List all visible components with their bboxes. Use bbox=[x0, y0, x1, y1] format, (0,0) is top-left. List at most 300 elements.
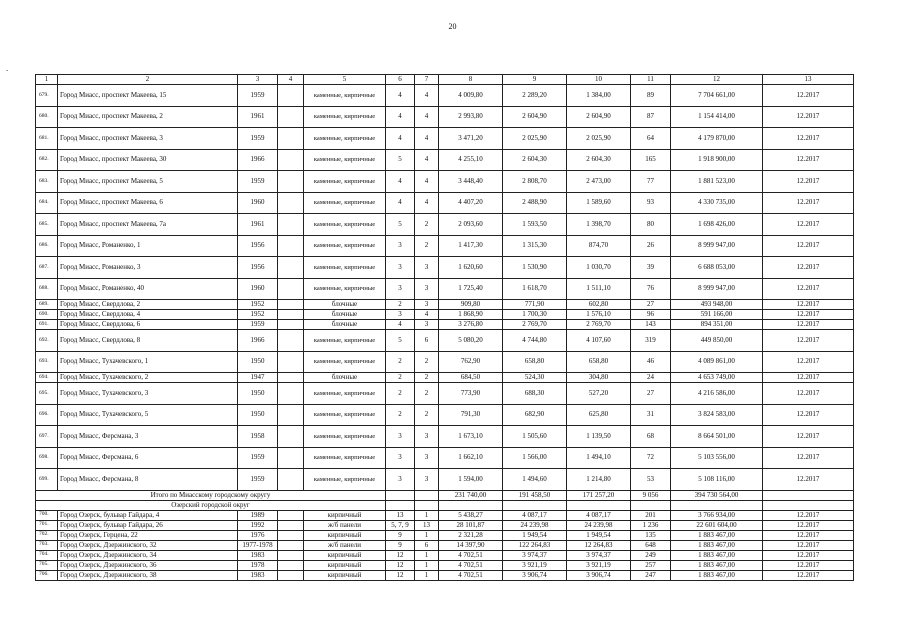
floors-cell: 2 bbox=[386, 351, 415, 373]
floors-cell: 12 bbox=[386, 570, 415, 580]
row-number-cell: 697. bbox=[36, 426, 58, 448]
entrances-cell: 4 bbox=[415, 192, 439, 214]
year-built-cell: 1977-1978 bbox=[238, 540, 278, 550]
column-number-cell: 11 bbox=[631, 75, 671, 85]
row-number-cell: 681. bbox=[36, 128, 58, 150]
repair-cost-cell: 4 216 586,00 bbox=[671, 383, 763, 405]
total-area-cell: 684,50 bbox=[439, 373, 503, 383]
year-built-cell: 1959 bbox=[238, 171, 278, 193]
private-area-cell: 2 473,00 bbox=[567, 171, 631, 193]
address-cell: Город Миасс, Тухачевского, 2 bbox=[58, 373, 238, 383]
wall-material-cell: каменные, кирпичные bbox=[304, 214, 386, 236]
year-col-4-cell bbox=[278, 373, 304, 383]
section-empty-cell bbox=[763, 500, 854, 510]
floors-cell: 3 bbox=[386, 310, 415, 320]
residents-cell: 319 bbox=[631, 330, 671, 352]
total-area-cell: 1 594,00 bbox=[439, 469, 503, 491]
year-col-4-cell bbox=[278, 351, 304, 373]
repair-cost-cell: 4 089 861,00 bbox=[671, 351, 763, 373]
total-value-cell bbox=[763, 490, 854, 500]
table-row bbox=[36, 257, 854, 279]
floors-cell: 3 bbox=[386, 469, 415, 491]
year-col-4-cell bbox=[278, 570, 304, 580]
wall-material-cell: каменные, кирпичные bbox=[304, 278, 386, 300]
deadline-cell: 12.2017 bbox=[763, 570, 854, 580]
repair-cost-cell: 1 883 467,00 bbox=[671, 570, 763, 580]
row-number-cell: 682. bbox=[36, 149, 58, 171]
year-col-4-cell bbox=[278, 447, 304, 469]
year-col-4-cell bbox=[278, 404, 304, 426]
floors-cell: 5 bbox=[386, 149, 415, 171]
total-area-cell: 1 868,90 bbox=[439, 310, 503, 320]
row-number-cell: 702. bbox=[36, 530, 58, 540]
row-number-cell: 684. bbox=[36, 192, 58, 214]
year-col-4-cell bbox=[278, 310, 304, 320]
address-cell: Город Миасс, проспект Макеева, 15 bbox=[58, 85, 238, 107]
private-area-cell: 2 025,90 bbox=[567, 128, 631, 150]
address-cell: Город Миасс, Ферсмана, 3 bbox=[58, 426, 238, 448]
repair-cost-cell: 3 824 583,00 bbox=[671, 404, 763, 426]
entrances-cell: 4 bbox=[415, 149, 439, 171]
address-cell: Город Миасс, Тухачевского, 1 bbox=[58, 351, 238, 373]
entrances-cell: 3 bbox=[415, 278, 439, 300]
section-label: Озерский городской округ bbox=[36, 500, 386, 510]
wall-material-cell: кирпичный bbox=[304, 510, 386, 520]
repair-cost-cell: 4 330 735,00 bbox=[671, 192, 763, 214]
entrances-cell: 1 bbox=[415, 550, 439, 560]
repair-cost-cell: 3 766 934,00 bbox=[671, 510, 763, 520]
row-number-cell: 687. bbox=[36, 257, 58, 279]
column-number-row bbox=[36, 75, 854, 85]
table-row bbox=[36, 278, 854, 300]
wall-material-cell: каменные, кирпичные bbox=[304, 149, 386, 171]
row-number-cell: 698. bbox=[36, 447, 58, 469]
address-cell: Город Озерск, бульвар Гайдара, 4 bbox=[58, 510, 238, 520]
residents-cell: 249 bbox=[631, 550, 671, 560]
deadline-cell: 12.2017 bbox=[763, 300, 854, 310]
residents-cell: 93 bbox=[631, 192, 671, 214]
total-value-cell: 9 056 bbox=[631, 490, 671, 500]
year-col-4-cell bbox=[278, 330, 304, 352]
year-built-cell: 1959 bbox=[238, 320, 278, 330]
private-area-cell: 24 239,98 bbox=[567, 520, 631, 530]
deadline-cell: 12.2017 bbox=[763, 310, 854, 320]
private-area-cell: 625,80 bbox=[567, 404, 631, 426]
year-col-4-cell bbox=[278, 550, 304, 560]
private-area-cell: 1 949,54 bbox=[567, 530, 631, 540]
repair-cost-cell: 1 881 523,00 bbox=[671, 171, 763, 193]
residents-cell: 24 bbox=[631, 373, 671, 383]
column-number-cell: 2 bbox=[58, 75, 238, 85]
private-area-cell: 3 974,37 bbox=[567, 550, 631, 560]
total-value-cell: 394 730 564,00 bbox=[671, 490, 763, 500]
residents-cell: 1 236 bbox=[631, 520, 671, 530]
address-cell: Город Миасс, проспект Макеева, 6 bbox=[58, 192, 238, 214]
address-cell: Город Миасс, проспект Макеева, 2 bbox=[58, 106, 238, 128]
table-row bbox=[36, 330, 854, 352]
year-col-4-cell bbox=[278, 85, 304, 107]
residents-cell: 135 bbox=[631, 530, 671, 540]
residents-cell: 76 bbox=[631, 278, 671, 300]
table-row bbox=[36, 149, 854, 171]
entrances-cell: 3 bbox=[415, 257, 439, 279]
living-area-cell: 1 618,70 bbox=[503, 278, 567, 300]
private-area-cell: 2 604,90 bbox=[567, 106, 631, 128]
deadline-cell: 12.2017 bbox=[763, 330, 854, 352]
table-row bbox=[36, 550, 854, 560]
table-row bbox=[36, 235, 854, 257]
entrances-cell: 3 bbox=[415, 447, 439, 469]
floors-cell: 2 bbox=[386, 300, 415, 310]
entrances-cell: 2 bbox=[415, 214, 439, 236]
year-built-cell: 1992 bbox=[238, 520, 278, 530]
living-area-cell: 2 488,90 bbox=[503, 192, 567, 214]
column-number-cell: 7 bbox=[415, 75, 439, 85]
row-number-cell: 689. bbox=[36, 300, 58, 310]
address-cell: Город Озерск, Дзержинского, 34 bbox=[58, 550, 238, 560]
total-area-cell: 28 101,87 bbox=[439, 520, 503, 530]
total-area-cell: 762,90 bbox=[439, 351, 503, 373]
residents-cell: 64 bbox=[631, 128, 671, 150]
address-cell: Город Миасс, Свердлова, 8 bbox=[58, 330, 238, 352]
wall-material-cell: каменные, кирпичные bbox=[304, 128, 386, 150]
total-area-cell: 3 471,20 bbox=[439, 128, 503, 150]
living-area-cell: 2 604,90 bbox=[503, 106, 567, 128]
residents-cell: 77 bbox=[631, 171, 671, 193]
living-area-cell: 3 921,19 bbox=[503, 560, 567, 570]
address-cell: Город Миасс, Романенко, 40 bbox=[58, 278, 238, 300]
total-area-cell: 1 662,10 bbox=[439, 447, 503, 469]
floors-cell: 3 bbox=[386, 426, 415, 448]
entrances-cell: 6 bbox=[415, 540, 439, 550]
table-row bbox=[36, 426, 854, 448]
year-built-cell: 1983 bbox=[238, 550, 278, 560]
floors-cell: 3 bbox=[386, 257, 415, 279]
table-row bbox=[36, 383, 854, 405]
deadline-cell: 12.2017 bbox=[763, 235, 854, 257]
table-row bbox=[36, 469, 854, 491]
entrances-cell: 4 bbox=[415, 106, 439, 128]
repair-cost-cell: 22 601 604,00 bbox=[671, 520, 763, 530]
repair-cost-cell: 591 166,00 bbox=[671, 310, 763, 320]
private-area-cell: 1 576,10 bbox=[567, 310, 631, 320]
row-number-cell: 706. bbox=[36, 570, 58, 580]
year-col-4-cell bbox=[278, 257, 304, 279]
wall-material-cell: каменные, кирпичные bbox=[304, 404, 386, 426]
repair-cost-cell: 6 688 053,00 bbox=[671, 257, 763, 279]
total-area-cell: 3 276,80 bbox=[439, 320, 503, 330]
repair-cost-cell: 8 999 947,00 bbox=[671, 278, 763, 300]
private-area-cell: 1 511,10 bbox=[567, 278, 631, 300]
wall-material-cell: каменные, кирпичные bbox=[304, 235, 386, 257]
living-area-cell: 122 264,83 bbox=[503, 540, 567, 550]
entrances-cell: 3 bbox=[415, 469, 439, 491]
repair-cost-cell: 4 653 749,00 bbox=[671, 373, 763, 383]
living-area-cell: 1 949,54 bbox=[503, 530, 567, 540]
address-cell: Город Миасс, проспект Макеева, 30 bbox=[58, 149, 238, 171]
entrances-cell: 2 bbox=[415, 351, 439, 373]
floors-cell: 5 bbox=[386, 330, 415, 352]
wall-material-cell: блочные bbox=[304, 310, 386, 320]
private-area-cell: 12 264,83 bbox=[567, 540, 631, 550]
entrances-cell: 4 bbox=[415, 171, 439, 193]
total-area-cell: 4 009,80 bbox=[439, 85, 503, 107]
year-built-cell: 1947 bbox=[238, 373, 278, 383]
column-number-cell: 9 bbox=[503, 75, 567, 85]
private-area-cell: 1 494,10 bbox=[567, 447, 631, 469]
living-area-cell: 1 700,30 bbox=[503, 310, 567, 320]
housing-register-table bbox=[35, 74, 854, 581]
address-cell: Город Миасс, Тухачевского, 3 bbox=[58, 383, 238, 405]
living-area-cell: 682,90 bbox=[503, 404, 567, 426]
address-cell: Город Миасс, Ферсмана, 6 bbox=[58, 447, 238, 469]
private-area-cell: 1 030,70 bbox=[567, 257, 631, 279]
year-built-cell: 1960 bbox=[238, 278, 278, 300]
year-built-cell: 1966 bbox=[238, 330, 278, 352]
repair-cost-cell: 1 154 414,00 bbox=[671, 106, 763, 128]
wall-material-cell: каменные, кирпичные bbox=[304, 447, 386, 469]
residents-cell: 26 bbox=[631, 235, 671, 257]
table-row bbox=[36, 447, 854, 469]
wall-material-cell: кирпичный bbox=[304, 530, 386, 540]
floors-cell: 2 bbox=[386, 404, 415, 426]
floors-cell: 12 bbox=[386, 550, 415, 560]
row-number-cell: 701. bbox=[36, 520, 58, 530]
floors-cell: 3 bbox=[386, 447, 415, 469]
year-col-4-cell bbox=[278, 510, 304, 520]
total-area-cell: 4 255,10 bbox=[439, 149, 503, 171]
wall-material-cell: ж/б панели bbox=[304, 540, 386, 550]
entrances-cell: 4 bbox=[415, 310, 439, 320]
year-col-4-cell bbox=[278, 192, 304, 214]
living-area-cell: 1 530,90 bbox=[503, 257, 567, 279]
residents-cell: 247 bbox=[631, 570, 671, 580]
living-area-cell: 3 974,37 bbox=[503, 550, 567, 560]
total-area-cell: 5 438,27 bbox=[439, 510, 503, 520]
deadline-cell: 12.2017 bbox=[763, 540, 854, 550]
residents-cell: 27 bbox=[631, 300, 671, 310]
table-row bbox=[36, 520, 854, 530]
year-col-4-cell bbox=[278, 383, 304, 405]
repair-cost-cell: 1 883 467,00 bbox=[671, 530, 763, 540]
row-number-cell: 705. bbox=[36, 560, 58, 570]
table-row bbox=[36, 192, 854, 214]
table-row bbox=[36, 373, 854, 383]
deadline-cell: 12.2017 bbox=[763, 373, 854, 383]
private-area-cell: 304,80 bbox=[567, 373, 631, 383]
private-area-cell: 1 139,50 bbox=[567, 426, 631, 448]
row-number-cell: 686. bbox=[36, 235, 58, 257]
address-cell: Город Миасс, Свердлова, 6 bbox=[58, 320, 238, 330]
row-number-cell: 690. bbox=[36, 310, 58, 320]
year-col-4-cell bbox=[278, 540, 304, 550]
address-cell: Город Озерск, Герцена, 22 bbox=[58, 530, 238, 540]
row-number-cell: 688. bbox=[36, 278, 58, 300]
total-label: Итого по Миасскому городскому округу bbox=[36, 490, 386, 500]
wall-material-cell: каменные, кирпичные bbox=[304, 192, 386, 214]
deadline-cell: 12.2017 bbox=[763, 550, 854, 560]
deadline-cell: 12.2017 bbox=[763, 447, 854, 469]
row-number-cell: 694. bbox=[36, 373, 58, 383]
deadline-cell: 12.2017 bbox=[763, 383, 854, 405]
residents-cell: 143 bbox=[631, 320, 671, 330]
column-number-cell: 1 bbox=[36, 75, 58, 85]
repair-cost-cell: 7 704 661,00 bbox=[671, 85, 763, 107]
repair-cost-cell: 1 883 467,00 bbox=[671, 560, 763, 570]
deadline-cell: 12.2017 bbox=[763, 85, 854, 107]
floors-cell: 4 bbox=[386, 320, 415, 330]
total-area-cell: 1 673,10 bbox=[439, 426, 503, 448]
deadline-cell: 12.2017 bbox=[763, 351, 854, 373]
section-empty-cell bbox=[503, 500, 567, 510]
entrances-cell: 3 bbox=[415, 300, 439, 310]
deadline-cell: 12.2017 bbox=[763, 510, 854, 520]
year-col-4-cell bbox=[278, 469, 304, 491]
floors-cell: 5, 7, 9 bbox=[386, 520, 415, 530]
total-area-cell: 791,30 bbox=[439, 404, 503, 426]
floors-cell: 3 bbox=[386, 278, 415, 300]
row-number-cell: 704. bbox=[36, 550, 58, 560]
total-area-cell: 773,90 bbox=[439, 383, 503, 405]
year-built-cell: 1950 bbox=[238, 404, 278, 426]
wall-material-cell: каменные, кирпичные bbox=[304, 85, 386, 107]
living-area-cell: 658,80 bbox=[503, 351, 567, 373]
deadline-cell: 12.2017 bbox=[763, 106, 854, 128]
floors-cell: 4 bbox=[386, 106, 415, 128]
year-built-cell: 1959 bbox=[238, 85, 278, 107]
floors-cell: 4 bbox=[386, 192, 415, 214]
repair-cost-cell: 8 999 947,00 bbox=[671, 235, 763, 257]
address-cell: Город Миасс, Свердлова, 2 bbox=[58, 300, 238, 310]
floors-cell: 4 bbox=[386, 171, 415, 193]
year-built-cell: 1952 bbox=[238, 310, 278, 320]
living-area-cell: 771,90 bbox=[503, 300, 567, 310]
total-value-cell: 231 740,00 bbox=[439, 490, 503, 500]
row-number-cell: 693. bbox=[36, 351, 58, 373]
residents-cell: 72 bbox=[631, 447, 671, 469]
entrances-cell: 2 bbox=[415, 404, 439, 426]
address-cell: Город Миасс, Ферсмана, 8 bbox=[58, 469, 238, 491]
table-row bbox=[36, 106, 854, 128]
total-area-cell: 5 080,20 bbox=[439, 330, 503, 352]
table-row bbox=[36, 171, 854, 193]
table-row bbox=[36, 300, 854, 310]
entrances-cell: 3 bbox=[415, 426, 439, 448]
year-built-cell: 1950 bbox=[238, 383, 278, 405]
year-col-4-cell bbox=[278, 560, 304, 570]
floors-cell: 5 bbox=[386, 214, 415, 236]
total-area-cell: 1 620,60 bbox=[439, 257, 503, 279]
deadline-cell: 12.2017 bbox=[763, 192, 854, 214]
wall-material-cell: кирпичный bbox=[304, 550, 386, 560]
entrances-cell: 6 bbox=[415, 330, 439, 352]
repair-cost-cell: 449 850,00 bbox=[671, 330, 763, 352]
deadline-cell: 12.2017 bbox=[763, 404, 854, 426]
floors-cell: 9 bbox=[386, 530, 415, 540]
wall-material-cell: блочные bbox=[304, 300, 386, 310]
row-number-cell: 680. bbox=[36, 106, 58, 128]
entrances-cell: 2 bbox=[415, 373, 439, 383]
row-number-cell: 700. bbox=[36, 510, 58, 520]
table-body bbox=[36, 75, 854, 581]
address-cell: Город Миасс, проспект Макеева, 5 bbox=[58, 171, 238, 193]
address-cell: Город Миасс, Тухачевского, 5 bbox=[58, 404, 238, 426]
row-number-cell: 679. bbox=[36, 85, 58, 107]
total-empty-cell bbox=[386, 490, 415, 500]
table-row bbox=[36, 214, 854, 236]
year-col-4-cell bbox=[278, 171, 304, 193]
year-col-4-cell bbox=[278, 278, 304, 300]
deadline-cell: 12.2017 bbox=[763, 530, 854, 540]
wall-material-cell: каменные, кирпичные bbox=[304, 171, 386, 193]
table-row bbox=[36, 560, 854, 570]
living-area-cell: 1 505,60 bbox=[503, 426, 567, 448]
table-row bbox=[36, 85, 854, 107]
entrances-cell: 1 bbox=[415, 530, 439, 540]
column-number-cell: 8 bbox=[439, 75, 503, 85]
living-area-cell: 3 906,74 bbox=[503, 570, 567, 580]
row-number-cell: 685. bbox=[36, 214, 58, 236]
deadline-cell: 12.2017 bbox=[763, 128, 854, 150]
private-area-cell: 2 769,70 bbox=[567, 320, 631, 330]
year-col-4-cell bbox=[278, 149, 304, 171]
private-area-cell: 1 589,60 bbox=[567, 192, 631, 214]
total-area-cell: 1 417,30 bbox=[439, 235, 503, 257]
residents-cell: 165 bbox=[631, 149, 671, 171]
living-area-cell: 524,30 bbox=[503, 373, 567, 383]
wall-material-cell: каменные, кирпичные bbox=[304, 426, 386, 448]
table-row bbox=[36, 510, 854, 520]
entrances-cell: 13 bbox=[415, 520, 439, 530]
living-area-cell: 1 566,00 bbox=[503, 447, 567, 469]
wall-material-cell: каменные, кирпичные bbox=[304, 383, 386, 405]
year-col-4-cell bbox=[278, 520, 304, 530]
row-number-cell: 691. bbox=[36, 320, 58, 330]
year-built-cell: 1959 bbox=[238, 447, 278, 469]
total-empty-cell bbox=[415, 490, 439, 500]
living-area-cell: 1 315,30 bbox=[503, 235, 567, 257]
private-area-cell: 4 087,17 bbox=[567, 510, 631, 520]
year-built-cell: 1950 bbox=[238, 351, 278, 373]
total-value-cell: 171 257,20 bbox=[567, 490, 631, 500]
address-cell: Город Миасс, проспект Макеева, 7а bbox=[58, 214, 238, 236]
section-empty-cell bbox=[671, 500, 763, 510]
residents-cell: 39 bbox=[631, 257, 671, 279]
year-built-cell: 1983 bbox=[238, 570, 278, 580]
year-built-cell: 1976 bbox=[238, 530, 278, 540]
year-built-cell: 1956 bbox=[238, 257, 278, 279]
table-row bbox=[36, 404, 854, 426]
repair-cost-cell: 1 883 467,00 bbox=[671, 550, 763, 560]
residents-cell: 68 bbox=[631, 426, 671, 448]
address-cell: Город Миасс, проспект Макеева, 3 bbox=[58, 128, 238, 150]
section-empty-cell bbox=[386, 500, 415, 510]
living-area-cell: 2 808,70 bbox=[503, 171, 567, 193]
total-area-cell: 14 397,90 bbox=[439, 540, 503, 550]
private-area-cell: 1 384,00 bbox=[567, 85, 631, 107]
entrances-cell: 3 bbox=[415, 320, 439, 330]
deadline-cell: 12.2017 bbox=[763, 469, 854, 491]
wall-material-cell: кирпичный bbox=[304, 560, 386, 570]
total-area-cell: 2 093,60 bbox=[439, 214, 503, 236]
year-built-cell: 1959 bbox=[238, 469, 278, 491]
address-cell: Город Миасс, Романенко, 1 bbox=[58, 235, 238, 257]
total-area-cell: 1 725,40 bbox=[439, 278, 503, 300]
year-built-cell: 1956 bbox=[238, 235, 278, 257]
total-area-cell: 4 702,51 bbox=[439, 560, 503, 570]
column-number-cell: 10 bbox=[567, 75, 631, 85]
residents-cell: 27 bbox=[631, 383, 671, 405]
